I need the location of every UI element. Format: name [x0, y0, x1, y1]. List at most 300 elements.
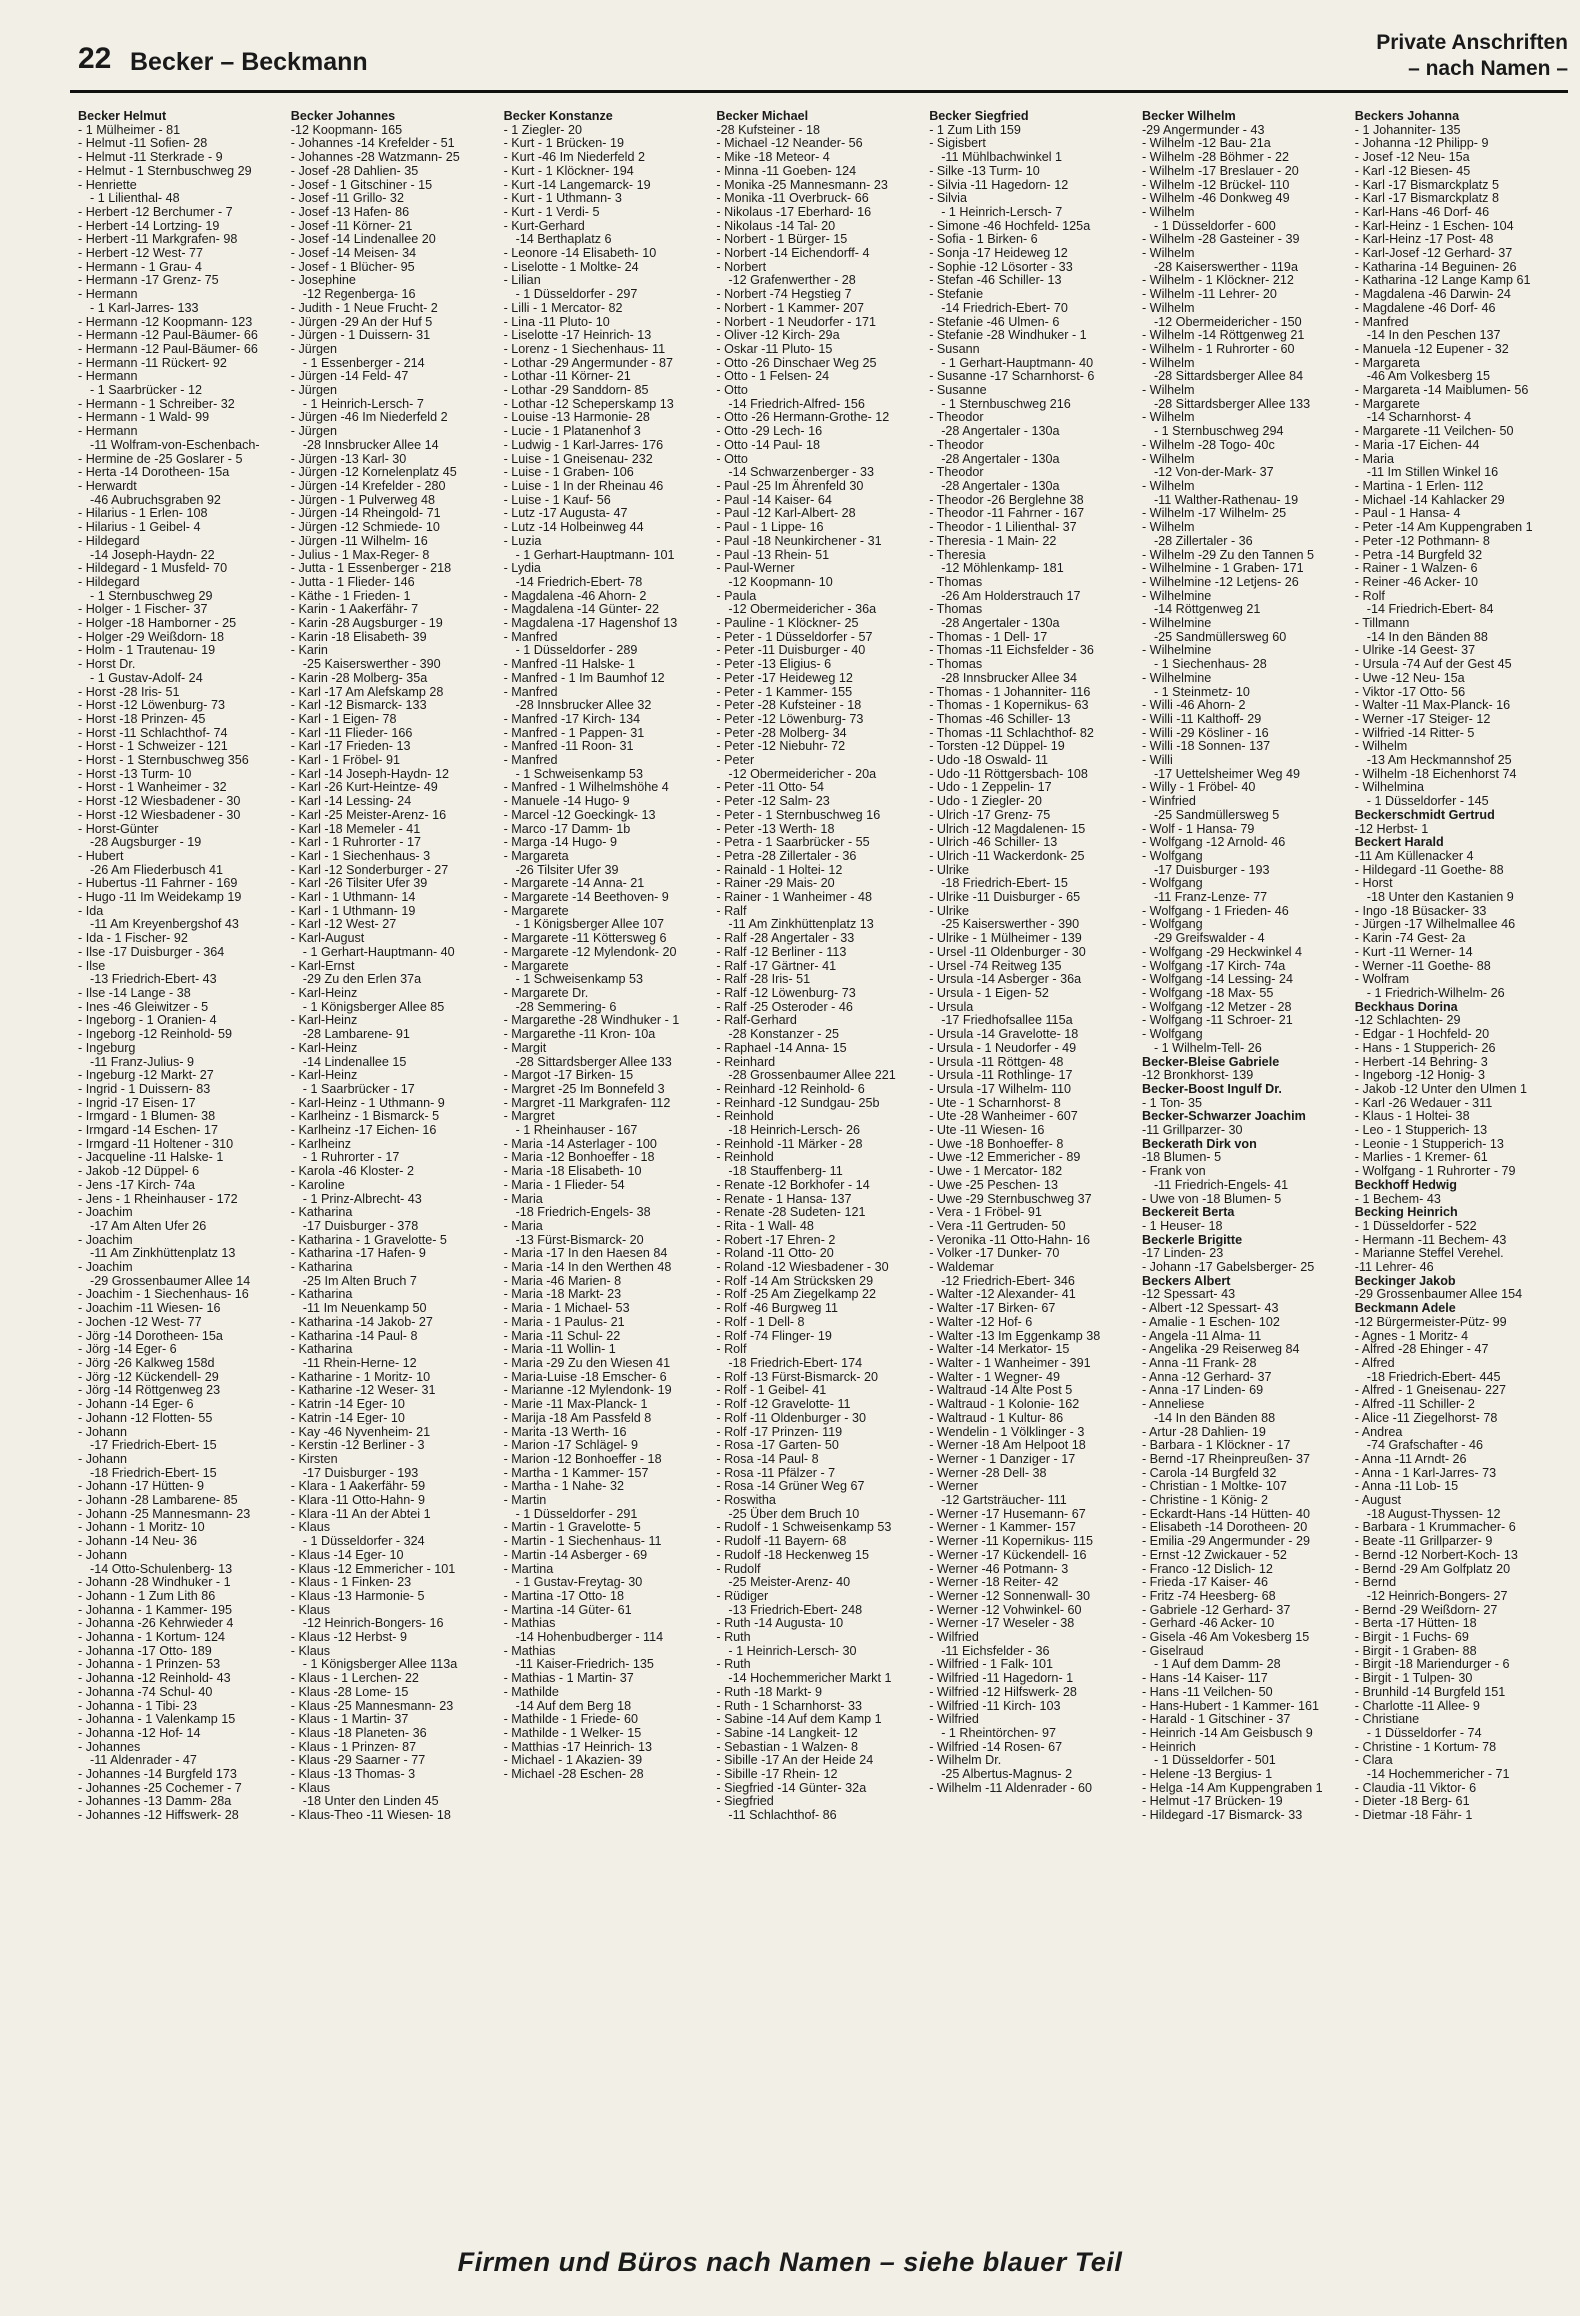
- directory-entry: - Jürgen: [290, 424, 337, 439]
- directory-entry: - Christine - 1 König- 2: [1141, 1493, 1268, 1508]
- directory-entry: - Hans-Hubert - 1 Kammer- 161: [1141, 1698, 1320, 1713]
- directory-entry: - Karoline: [290, 1177, 345, 1192]
- directory-entry: - Sophie -12 Lösorter - 33: [929, 259, 1073, 274]
- directory-entry: - Bernd -17 Rheinpreußen- 37: [1141, 1451, 1310, 1466]
- directory-entry: - Renate -12 Borkhofer - 14: [716, 1177, 870, 1192]
- directory-entry: - Käthe - 1 Frieden- 1: [290, 588, 411, 603]
- directory-entry: - Maria - 1 Flieder- 54: [503, 1177, 625, 1192]
- directory-entry: - Herta -14 Dorotheen- 15a: [78, 465, 230, 480]
- directory-entry: - Karin - 1 Aakerfähr- 7: [290, 602, 419, 617]
- directory-entry: - Julius - 1 Max-Reger- 8: [290, 547, 430, 562]
- directory-entry: - Horst -12 Wiesbadener - 30: [78, 794, 241, 809]
- directory-entry: - Wilfried: [929, 1712, 979, 1727]
- directory-entry: - Luise - 1 Graben- 106: [503, 465, 634, 480]
- directory-entry: - Peter -12 Löwenburg- 73: [716, 711, 864, 726]
- directory-entry: - Mathilde - 1 Welker- 15: [503, 1725, 642, 1740]
- directory-entry: - Johannes -25 Cochemer - 7: [78, 1780, 242, 1795]
- directory-entry: - Horst - 1 Sternbuschweg 356: [78, 753, 249, 768]
- directory-entry: - Renate - 1 Hansa- 137: [716, 1191, 852, 1206]
- directory-entry: - Katharina -14 Jakob- 27: [290, 1314, 433, 1329]
- surname-heading: Becking Heinrich: [1354, 1205, 1458, 1220]
- surname-heading: Beckhoff Hedwig: [1354, 1177, 1457, 1192]
- directory-entry: - Johanna -17 Otto- 189: [78, 1643, 212, 1658]
- directory-entry: - Luise - 1 In der Rheinau 46: [503, 478, 664, 493]
- directory-entry: - Karl -12 Sonderburger - 27: [290, 862, 449, 877]
- directory-entry: - Winfried: [1141, 794, 1196, 809]
- directory-entry: - Jacqueline -11 Halske- 1: [78, 1150, 224, 1165]
- directory-entry: - Karl - 1 Uthmann- 19: [290, 903, 416, 918]
- directory-entry: - Johann - 1 Zum Lith 86: [78, 1588, 216, 1603]
- directory-entry: -12 Spessart- 43: [1141, 1287, 1236, 1302]
- directory-entry: - Uwe - 1 Mercator- 182: [929, 1164, 1063, 1179]
- directory-entry: - Johann -28 Lambarene- 85: [78, 1493, 238, 1508]
- directory-entry: - Karlheinz -17 Eichen- 16: [290, 1123, 437, 1138]
- entry-address: -18 Stauffenberg- 11: [728, 1164, 843, 1179]
- directory-entry: - Reinhard -12 Reinhold- 6: [716, 1081, 865, 1096]
- directory-entry: - Magdalena -46 Darwin- 24: [1354, 287, 1511, 302]
- directory-entry: - Paul -13 Rhein- 51: [716, 547, 830, 562]
- directory-entry: - Wilhelm -18 Eichenhorst 74: [1354, 766, 1517, 781]
- directory-entry: - Reinhold: [716, 1150, 774, 1165]
- directory-entry: - Leonie - 1 Stupperich- 13: [1354, 1136, 1504, 1151]
- surname-heading: Beckert Harald: [1354, 835, 1444, 850]
- directory-entry: - Werner - 1 Danziger - 17: [929, 1451, 1076, 1466]
- directory-entry: - Norbert - 1 Bürger- 15: [716, 232, 848, 247]
- directory-entry: - Margarete -14 Anna- 21: [503, 876, 645, 891]
- directory-column-3: [504, 110, 717, 2235]
- directory-entry: - Liselotte -17 Heinrich- 13: [503, 328, 652, 343]
- directory-entry: - Klaus -25 Mannesmann- 23: [290, 1698, 454, 1713]
- entry-address: -26 Am Holderstrauch 17: [941, 588, 1081, 603]
- directory-entry: - Rolf - 1 Geibel- 41: [716, 1383, 827, 1398]
- directory-entry: - Willi -29 Kösliner - 16: [1141, 725, 1269, 740]
- entry-address: - 1 Friedrich-Wilhelm- 26: [1366, 986, 1505, 1000]
- directory-entry: - Michael - 1 Akazien- 39: [503, 1753, 643, 1768]
- directory-entry: - Hubertus -11 Fahrner - 169: [78, 876, 238, 891]
- directory-entry: - Klaus - 1 Holtei- 38: [1354, 1109, 1470, 1124]
- entry-address: -17 Duisburger - 378: [302, 1218, 419, 1233]
- directory-entry: - Margot -17 Birken- 15: [503, 1068, 634, 1083]
- directory-entry: - Maria -17 In den Haesen 84: [503, 1246, 668, 1261]
- entry-address: -28 Angertaler - 130a: [941, 451, 1060, 466]
- directory-entry: - Udo - 1 Zeppelin- 17: [929, 780, 1052, 795]
- directory-entry: - Wilhelmina: [1354, 780, 1425, 795]
- directory-entry: - Horst -11 Schlachthof- 74: [78, 725, 228, 740]
- directory-entry: - Uwe von -18 Blumen- 5: [1141, 1191, 1282, 1206]
- directory-entry: - Sabine -14 Langkeit- 12: [716, 1725, 858, 1740]
- entry-address: - 1 Steinmetz- 10: [1153, 684, 1250, 699]
- directory-entry: - Alice -11 Ziegelhorst- 78: [1354, 1410, 1498, 1425]
- directory-entry: - Ursula - 1 Neudorfer - 49: [929, 1040, 1077, 1055]
- entry-address: - 1 Düsseldorfer - 600: [1153, 218, 1276, 233]
- directory-entry: - Reinhard: [716, 1054, 776, 1069]
- directory-entry: - Manfred - 1 Wilhelmshöhe 4: [503, 780, 669, 795]
- directory-entry: - Paul -12 Karl-Albert- 28: [716, 506, 856, 521]
- surname-heading: Beckhaus Dorina: [1354, 999, 1458, 1014]
- directory-entry: - Otto: [716, 451, 748, 466]
- entry-address: -13 Am Heckmannshof 25: [1366, 753, 1512, 768]
- directory-entry: - Kurt -14 Langemarck- 19: [503, 177, 651, 192]
- entry-address: -18 Unter den Linden 45: [302, 1794, 439, 1809]
- entry-address: -11 Am Zinkhüttenplatz 13: [90, 1246, 236, 1261]
- directory-entry: - Horst -18 Prinzen- 45: [78, 711, 206, 726]
- surname-heading: Becker-Schwarzer Joachim: [1141, 1109, 1306, 1124]
- directory-entry: - Frank von: [1141, 1164, 1206, 1179]
- entry-address: -14 Hohenbudberger - 114: [515, 1630, 664, 1645]
- directory-entry: - Herbert -12 Berchumer - 7: [78, 204, 233, 219]
- directory-entry: - Sibille -17 An der Heide 24: [716, 1753, 874, 1768]
- directory-entry: - Michael -14 Kahlacker 29: [1354, 492, 1505, 507]
- directory-entry: - Johanna -12 Philipp- 9: [1354, 136, 1489, 151]
- directory-entry: - Norbert - 1 Kammer- 207: [716, 300, 865, 315]
- directory-entry: - Johanna - 1 Kortum- 124: [78, 1630, 226, 1645]
- directory-entry: - Werner -46 Potmann- 3: [929, 1561, 1069, 1576]
- directory-entry: - Klaus -12 Emmericher - 101: [290, 1561, 456, 1576]
- directory-entry: - Udo -11 Röttgersbach- 108: [929, 766, 1088, 781]
- directory-entry: - Rosa -14 Paul- 8: [716, 1451, 819, 1466]
- directory-entry: - Johannes -14 Krefelder - 51: [290, 136, 455, 151]
- directory-entry: - Ralf: [716, 903, 747, 918]
- entry-address: -14 Friedrich-Alfred- 156: [728, 396, 865, 411]
- directory-entry: - Josef - 1 Blücher- 95: [290, 259, 415, 274]
- directory-entry: -18 Blumen- 5: [1141, 1150, 1222, 1165]
- entry-address: -28 Lambarene- 91: [302, 1027, 410, 1042]
- surname-heading: Beckmann Adele: [1354, 1301, 1456, 1316]
- directory-entry: - Birgit - 1 Graben- 88: [1354, 1643, 1477, 1658]
- directory-entry: - Karl -26 Wedauer - 311: [1354, 1095, 1493, 1110]
- directory-entry: - Bernd -29 Am Golfplatz 20: [1354, 1561, 1511, 1576]
- directory-entry: - Ingeborg -12 Honig- 3: [1354, 1068, 1485, 1083]
- directory-entry: -12 Bronkhorst- 139: [1141, 1068, 1254, 1083]
- entry-address: -14 In den Bänden 88: [1153, 1410, 1276, 1425]
- directory-entry: - Karl-Hans -46 Dorf- 46: [1354, 204, 1490, 219]
- directory-entry: - Jörg -14 Dorotheen- 15a: [78, 1328, 223, 1343]
- directory-entry: - Jürgen -12 Schmiede- 10: [290, 520, 440, 535]
- directory-entry: - Bernd -12 Norbert-Koch- 13: [1354, 1547, 1518, 1562]
- directory-entry: - Karl-Heinz: [290, 1040, 358, 1055]
- directory-entry: - Rudolf: [716, 1561, 761, 1576]
- directory-entry: - Johann -17 Gabelsberger- 25: [1141, 1260, 1315, 1275]
- directory-entry: - Jens -17 Kirch- 74a: [78, 1177, 195, 1192]
- directory-entry: - Walter -11 Max-Planck- 16: [1354, 698, 1511, 713]
- entry-address: - 1 Gerhart-Hauptmann- 40: [941, 355, 1094, 370]
- entry-address: -12 Heinrich-Bongers- 16: [302, 1616, 444, 1631]
- directory-entry: - Werner -28 Dell- 38: [929, 1465, 1047, 1480]
- directory-entry: - Ralf-Gerhard: [716, 1013, 797, 1028]
- directory-entry: - Maria -18 Markt- 23: [503, 1287, 622, 1302]
- directory-entry: - Johann -28 Windhuker - 1: [78, 1575, 231, 1590]
- directory-entry: - Peter -14 Am Kuppengraben 1: [1354, 520, 1533, 535]
- directory-entry: - Werner -18 Reiter- 42: [929, 1575, 1059, 1590]
- directory-entry: - Wilhelmine: [1141, 616, 1212, 631]
- entry-address: -25 Im Alten Bruch 7: [302, 1273, 417, 1288]
- directory-entry: - Ralf -12 Berliner - 113: [716, 944, 847, 959]
- directory-entry: - Luise - 1 Kauf- 56: [503, 492, 611, 507]
- directory-entry: - Margarete: [503, 958, 569, 973]
- directory-entry: - Marianne -12 Mylendonk- 19: [503, 1383, 672, 1398]
- directory-entry: - Peter: [716, 753, 755, 768]
- directory-entry: - Johann -14 Neu- 36: [78, 1534, 198, 1549]
- directory-entry: - Agnes - 1 Moritz- 4: [1354, 1328, 1469, 1343]
- directory-entry: - Rolf -74 Flinger- 19: [716, 1328, 832, 1343]
- section-heading-line2: – nach Namen –: [1408, 57, 1568, 80]
- surname-heading: Becker Konstanze: [503, 110, 613, 123]
- directory-entry: - Peter -17 Heideweg 12: [716, 670, 853, 685]
- directory-entry: - Christian - 1 Moltke- 107: [1141, 1479, 1287, 1494]
- directory-entry: - Helmut -11 Sofien- 28: [78, 136, 208, 151]
- directory-entry: -17 Linden- 23: [1141, 1246, 1224, 1261]
- directory-entry: - Berta -17 Hütten- 18: [1354, 1616, 1477, 1631]
- directory-entry: - Katharina: [290, 1287, 353, 1302]
- directory-entry: - Werner: [929, 1479, 978, 1494]
- directory-entry: - Ingrid - 1 Duissern- 83: [78, 1081, 211, 1096]
- directory-entry: - Ursula -11 Rothlinge- 17: [929, 1068, 1073, 1083]
- directory-entry: - Rolf -46 Burgweg 11: [716, 1301, 838, 1316]
- directory-entry: - Jürgen -13 Karl- 30: [290, 451, 407, 466]
- entry-address: -14 Lindenallee 15: [302, 1054, 407, 1069]
- directory-entry: - Hermine de -25 Goslarer - 5: [78, 451, 243, 466]
- directory-entry: - Barbara - 1 Klöckner - 17: [1141, 1438, 1291, 1453]
- directory-entry: - Margareta -14 Maiblumen- 56: [1354, 383, 1529, 398]
- directory-columns: [78, 110, 1568, 2235]
- directory-entry: - Karl - 1 Fröbel- 91: [290, 753, 400, 768]
- directory-entry: - Johanna - 1 Prinzen- 53: [78, 1657, 221, 1672]
- directory-entry: - Ursula -74 Auf der Gest 45: [1354, 657, 1512, 672]
- directory-entry: - Wilhelm -28 Gasteiner - 39: [1141, 232, 1300, 247]
- entry-address: - 1 Düsseldorfer - 324: [302, 1534, 425, 1549]
- directory-entry: - Karl - 1 Uthmann- 14: [290, 890, 416, 905]
- directory-entry: - Hermann - 1 Wald- 99: [78, 410, 210, 425]
- directory-entry: - Mathias - 1 Martin- 37: [503, 1671, 634, 1686]
- directory-entry: - Rudolf -11 Bayern- 68: [716, 1534, 847, 1549]
- directory-entry: - Theresia: [929, 547, 986, 562]
- directory-entry: - Otto - 1 Felsen- 24: [716, 369, 830, 384]
- directory-entry: - Jutta - 1 Flieder- 146: [290, 574, 415, 589]
- directory-entry: - Wilhelm -28 Togo- 40c: [1141, 437, 1275, 452]
- directory-entry: - Lilian: [503, 273, 541, 288]
- directory-entry: - Paul -18 Neunkirchener - 31: [716, 533, 882, 548]
- directory-column-7: [1355, 110, 1568, 2235]
- directory-entry: - Martina -17 Otto- 18: [503, 1588, 624, 1603]
- directory-entry: - Klaus -13 Thomas- 3: [290, 1767, 416, 1782]
- directory-entry: - Dieter -18 Berg- 61: [1354, 1794, 1470, 1809]
- directory-entry: - Werner -18 Am Helpoot 18: [929, 1438, 1086, 1453]
- directory-entry: - Horst -12 Wiesbadener - 30: [78, 807, 241, 822]
- directory-entry: - Karin -28 Molberg- 35a: [290, 670, 428, 685]
- directory-entry: - Bernd -29 Weißdorn- 27: [1354, 1602, 1498, 1617]
- entry-address: -13 Fürst-Bismarck- 20: [515, 1232, 644, 1247]
- directory-entry: - Margit: [503, 1040, 547, 1055]
- directory-entry: - Margret: [503, 1109, 555, 1124]
- directory-entry: - Ulrike: [929, 862, 970, 877]
- directory-entry: - Theodor: [929, 465, 984, 480]
- entry-address: -29 Zu den Erlen 37a: [302, 972, 422, 987]
- directory-entry: - Wilhelmine -12 Letjens- 26: [1141, 574, 1299, 589]
- entry-address: -12 Obermeidericher - 20a: [728, 766, 877, 781]
- directory-entry: - Wolfgang: [1141, 1027, 1203, 1042]
- directory-entry: - Edgar - 1 Hochfeld- 20: [1354, 1027, 1490, 1042]
- directory-entry: - Mathilde: [503, 1684, 559, 1699]
- directory-entry: - Manuela -12 Eupener - 32: [1354, 341, 1509, 356]
- directory-entry: - 1 Mülheimer - 81: [78, 122, 181, 137]
- directory-entry: - Ida: [78, 903, 104, 918]
- directory-entry: - Artur -28 Dahlien- 19: [1141, 1424, 1266, 1439]
- directory-entry: - Wilfried -14 Ritter- 5: [1354, 725, 1475, 740]
- directory-entry: - Willi -11 Kalthoff- 29: [1141, 711, 1262, 726]
- directory-entry: - Maria - 1 Paulus- 21: [503, 1314, 625, 1329]
- directory-entry: - Petra - 1 Saarbrücker - 55: [716, 835, 870, 850]
- directory-entry: - Susann: [929, 341, 980, 356]
- entry-address: -14 In den Peschen 137: [1366, 328, 1501, 343]
- directory-entry: - Joachim: [78, 1232, 133, 1247]
- directory-entry: - Clara: [1354, 1753, 1393, 1768]
- directory-entry: - Monika -25 Mannesmann- 23: [716, 177, 888, 192]
- entry-address: - 1 Gerhart-Hauptmann- 40: [302, 944, 455, 959]
- directory-entry: - Silvia: [929, 191, 967, 206]
- entry-address: -46 Am Volkesberg 15: [1366, 369, 1490, 384]
- directory-entry: - Wilfried -11 Kirch- 103: [929, 1698, 1061, 1713]
- entry-address: - 1 Düsseldorfer - 297: [515, 287, 638, 302]
- directory-entry: - Josef -28 Dahlien- 35: [290, 163, 419, 178]
- directory-entry: - Klara -11 An der Abtei 1: [290, 1506, 431, 1521]
- directory-entry: - Klara - 1 Aakerfähr- 59: [290, 1479, 426, 1494]
- entry-address: -14 Auf dem Berg 18: [515, 1698, 632, 1713]
- directory-entry: - Marco -17 Damm- 1b: [503, 821, 631, 836]
- entry-address: -28 Konstanzer - 25: [728, 1027, 839, 1042]
- directory-entry: - Manfred: [503, 629, 558, 644]
- directory-column-1: [78, 110, 291, 2235]
- directory-entry: - Johann -17 Hütten- 9: [78, 1479, 205, 1494]
- directory-entry: - Klaus -12 Herbst- 9: [290, 1630, 407, 1645]
- directory-entry: - Alfred -28 Ehinger - 47: [1354, 1342, 1489, 1357]
- entry-address: -11 Im Neuenkamp 50: [302, 1301, 427, 1316]
- directory-column-5: [929, 110, 1142, 2235]
- directory-entry: - Siegfried: [716, 1794, 774, 1809]
- directory-entry: - Manfred -11 Halske- 1: [503, 657, 635, 672]
- entry-address: -14 Friedrich-Ebert- 84: [1366, 602, 1494, 617]
- directory-entry: -11 Lehrer- 46: [1354, 1260, 1434, 1275]
- directory-entry: - Ingrid -17 Eisen- 17: [78, 1095, 196, 1110]
- directory-entry: - Paul-Werner: [716, 561, 795, 576]
- page-header: [0, 0, 1580, 88]
- entry-address: -28 Semmering- 6: [515, 999, 617, 1014]
- entry-address: -12 Von-der-Mark- 37: [1153, 465, 1274, 480]
- directory-entry: -12 Schlachten- 29: [1354, 1013, 1461, 1028]
- directory-entry: - Robert -17 Ehren- 2: [716, 1232, 836, 1247]
- directory-entry: - Angelika -29 Reiserweg 84: [1141, 1342, 1300, 1357]
- directory-entry: - Jürgen -17 Wilhelmallee 46: [1354, 917, 1516, 932]
- directory-entry: - Carola -14 Burgfeld 32: [1141, 1465, 1277, 1480]
- directory-entry: - Magdalena -14 Günter- 22: [503, 602, 660, 617]
- directory-entry: - 1 Zum Lith 159: [929, 122, 1021, 137]
- directory-entry: - Walter -17 Birken- 67: [929, 1301, 1056, 1316]
- directory-entry: - Maria -17 Eichen- 44: [1354, 437, 1480, 452]
- directory-entry: - Horst -12 Löwenburg- 73: [78, 698, 225, 713]
- entry-address: -11 Wolfram-von-Eschenbach-: [90, 437, 260, 452]
- directory-entry: - Klaus - 1 Finken- 23: [290, 1575, 412, 1590]
- directory-entry: -12 Herbst- 1: [1354, 821, 1429, 836]
- directory-entry: - Udo -18 Oswald- 11: [929, 753, 1048, 768]
- directory-entry: - Emilia -29 Angermunder - 29: [1141, 1534, 1310, 1549]
- entry-address: -28 Sittardsberger Allee 133: [1153, 396, 1311, 411]
- directory-entry: - Hilarius - 1 Geibel- 4: [78, 520, 201, 535]
- directory-entry: - Rolf: [1354, 588, 1385, 603]
- entry-address: - 1 Düsseldorfer - 291: [515, 1506, 638, 1521]
- directory-entry: - Birgit -18 Mariendurger - 6: [1354, 1657, 1510, 1672]
- directory-entry: - Johanna - 1 Tibi- 23: [78, 1698, 198, 1713]
- directory-entry: - Karola -46 Kloster- 2: [290, 1164, 414, 1179]
- directory-entry: - Rosa -17 Garten- 50: [716, 1438, 839, 1453]
- entry-address: - 1 Sternbuschweg 294: [1153, 424, 1284, 439]
- directory-entry: - Ute -11 Wiesen- 16: [929, 1123, 1045, 1138]
- directory-entry: - 1 Düsseldorfer - 522: [1354, 1218, 1477, 1233]
- entry-address: - 1 Heinrich-Lersch- 7: [302, 396, 424, 411]
- directory-entry: - Waltraud -14 Alte Post 5: [929, 1383, 1073, 1398]
- directory-entry: - Mathias: [503, 1643, 556, 1658]
- directory-entry: - Ruth -14 Augusta- 10: [716, 1616, 844, 1631]
- directory-entry: - Karl -11 Flieder- 166: [290, 725, 413, 740]
- directory-entry: - August: [1354, 1493, 1401, 1508]
- directory-entry: - Josef -12 Neu- 15a: [1354, 150, 1470, 165]
- directory-entry: - Marion -17 Schlägel- 9: [503, 1438, 638, 1453]
- directory-entry: - Herbert -14 Behring- 3: [1354, 1054, 1488, 1069]
- entry-address: -25 Kaiserswerther - 390: [941, 917, 1080, 932]
- directory-entry: - Martin - 1 Siechenhaus- 11: [503, 1534, 662, 1549]
- entry-address: -29 Grossenbaumer Allee 14: [90, 1273, 251, 1288]
- directory-entry: - Sebastian - 1 Walzen- 8: [716, 1739, 859, 1754]
- directory-entry: - Thomas: [929, 602, 983, 617]
- directory-entry: - Margarete Dr.: [503, 986, 589, 1000]
- directory-entry: - Ilse: [78, 958, 106, 973]
- directory-entry: - Judith - 1 Neue Frucht- 2: [290, 300, 438, 315]
- directory-entry: - Karl -17 Frieden- 13: [290, 739, 411, 754]
- directory-entry: - Mathias: [503, 1616, 556, 1631]
- directory-entry: - Oskar -11 Pluto- 15: [716, 341, 833, 356]
- directory-entry: - Walter -14 Merkator- 15: [929, 1342, 1070, 1357]
- directory-entry: - Johanna -12 Hof- 14: [78, 1725, 201, 1740]
- directory-entry: - Thomas - 1 Dell- 17: [929, 629, 1048, 644]
- directory-entry: - Ruth: [716, 1630, 751, 1645]
- directory-entry: - Vera - 1 Fröbel- 91: [929, 1205, 1042, 1220]
- directory-entry: - Josef - 1 Gitschiner - 15: [290, 177, 433, 192]
- directory-entry: - Peter - 1 Kammer- 155: [716, 684, 853, 699]
- directory-entry: - Peter -28 Molberg- 34: [716, 725, 847, 740]
- directory-entry: - Wolfgang: [1141, 848, 1203, 863]
- directory-entry: - Johann -25 Mannesmann- 23: [78, 1506, 251, 1521]
- directory-entry: - Paul -25 Im Ährenfeld 30: [716, 478, 864, 493]
- directory-entry: - Wilhelm -28 Böhmer - 22: [1141, 150, 1289, 165]
- directory-entry: - Lina -11 Pluto- 10: [503, 314, 610, 329]
- entry-address: -11 Franz-Lenze- 77: [1153, 890, 1268, 905]
- directory-entry: - Stefanie -46 Ulmen- 6: [929, 314, 1060, 329]
- directory-entry: -12 Bürgermeister-Pütz- 99: [1354, 1314, 1507, 1329]
- directory-entry: - Simone -46 Hochfeld- 125a: [929, 218, 1091, 233]
- directory-entry: - Renate -28 Sudeten- 121: [716, 1205, 866, 1220]
- directory-entry: - Maria -29 Zu den Wiesen 41: [503, 1355, 671, 1370]
- directory-column-6: [1142, 110, 1355, 2235]
- directory-entry: - Klaus: [290, 1520, 330, 1535]
- directory-entry: - Martha - 1 Kammer- 157: [503, 1465, 649, 1480]
- directory-entry: - Ernst -12 Zwickauer - 52: [1141, 1547, 1287, 1562]
- directory-entry: - Ruth -18 Markt- 9: [716, 1684, 823, 1699]
- directory-entry: - Norbert: [716, 259, 767, 274]
- directory-entry: - Wolfgang -17 Kirch- 74a: [1141, 958, 1286, 973]
- surname-heading: Becker Helmut: [78, 110, 167, 123]
- directory-entry: - Lothar -12 Scheperskamp 13: [503, 396, 674, 411]
- directory-entry: - Rolf -12 Gravelotte- 11: [716, 1397, 851, 1412]
- directory-entry: - Rolf -13 Fürst-Bismarck- 20: [716, 1369, 879, 1384]
- directory-entry: - Klaus -18 Planeten- 36: [290, 1725, 427, 1740]
